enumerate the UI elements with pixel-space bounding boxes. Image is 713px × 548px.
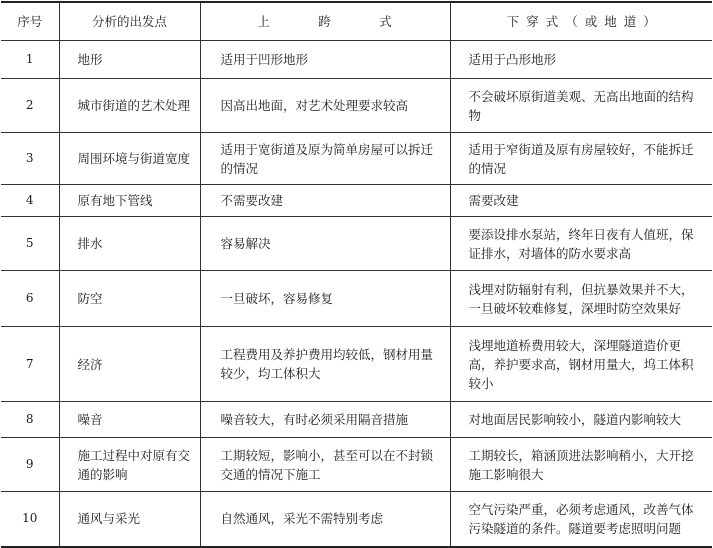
table-row bbox=[1, 41, 712, 79]
analysis-basis-cell: 防空 bbox=[59, 271, 200, 327]
overpass-cell: 适用于凹形地形 bbox=[200, 41, 450, 79]
row-number: 9 bbox=[1, 438, 59, 492]
row-number: 8 bbox=[1, 402, 59, 438]
underpass-cell: 适用于窄街道及原有房屋较好，不能拆迁的情况 bbox=[450, 133, 712, 185]
header-overpass: 上 跨 式 bbox=[200, 2, 450, 41]
table-row bbox=[1, 185, 712, 217]
table-body bbox=[1, 41, 712, 547]
table-row bbox=[1, 271, 712, 327]
underpass-cell: 浅埋对防辐射有利，但抗暴效果并不大，一旦破坏较难修复，深埋时防空效果好 bbox=[450, 271, 712, 327]
overpass-cell: 容易解决 bbox=[200, 217, 450, 271]
row-number: 2 bbox=[1, 79, 59, 133]
header-serial-number: 序号 bbox=[1, 2, 59, 41]
overpass-cell: 自然通风，采光不需特别考虑 bbox=[200, 492, 450, 547]
row-number: 4 bbox=[1, 185, 59, 217]
header-analysis-basis: 分析的出发点 bbox=[59, 2, 200, 41]
analysis-basis-cell: 经济 bbox=[59, 327, 200, 402]
overpass-cell: 工程费用及养护费用均较低，钢材用量较少，均工体积大 bbox=[200, 327, 450, 402]
overpass-cell: 不需要改建 bbox=[200, 185, 450, 217]
underpass-cell: 空气污染严重，必须考虑通风，改善气体污染隧道的条件。隧道要考虑照明问题 bbox=[450, 492, 712, 547]
underpass-cell: 浅埋地道桥费用较大，深埋隧道造价更高，养护要求高，钢材用量大，坞工体积较小 bbox=[450, 327, 712, 402]
table-row bbox=[1, 438, 712, 492]
row-number: 10 bbox=[1, 492, 59, 547]
table-row bbox=[1, 217, 712, 271]
overpass-cell: 适用于宽街道及原为简单房屋可以拆迁的情况 bbox=[200, 133, 450, 185]
analysis-basis-cell: 通风与采光 bbox=[59, 492, 200, 547]
overpass-cell: 因高出地面，对艺术处理要求较高 bbox=[200, 79, 450, 133]
underpass-cell: 要添设排水泵站，终年日夜有人值班，保证排水，对墙体的防水要求高 bbox=[450, 217, 712, 271]
table-row bbox=[1, 79, 712, 133]
underpass-cell: 需要改建 bbox=[450, 185, 712, 217]
table-row bbox=[1, 402, 712, 438]
underpass-cell: 适用于凸形地形 bbox=[450, 41, 712, 79]
analysis-basis-cell: 噪音 bbox=[59, 402, 200, 438]
overpass-cell: 噪音较大，有时必须采用隔音措施 bbox=[200, 402, 450, 438]
row-number: 1 bbox=[1, 41, 59, 79]
overpass-cell: 一旦破坏，容易修复 bbox=[200, 271, 450, 327]
analysis-basis-cell: 周围环境与街道宽度 bbox=[59, 133, 200, 185]
table-row bbox=[1, 133, 712, 185]
analysis-basis-cell: 排水 bbox=[59, 217, 200, 271]
analysis-basis-cell: 地形 bbox=[59, 41, 200, 79]
analysis-basis-cell: 原有地下管线 bbox=[59, 185, 200, 217]
underpass-cell: 对地面居民影响较小，隧道内影响较大 bbox=[450, 402, 712, 438]
analysis-basis-cell: 施工过程中对原有交通的影响 bbox=[59, 438, 200, 492]
header-row bbox=[1, 2, 712, 41]
header-underpass: 下穿式（或地道） bbox=[450, 2, 712, 41]
table-row bbox=[1, 492, 712, 547]
table-header bbox=[1, 2, 712, 41]
row-number: 6 bbox=[1, 271, 59, 327]
underpass-cell: 不会破坏原街道美观、无高出地面的结构物 bbox=[450, 79, 712, 133]
row-number: 7 bbox=[1, 327, 59, 402]
underpass-cell: 工期较长，箱涵顶进法影响稍小，大开挖施工影响很大 bbox=[450, 438, 712, 492]
row-number: 3 bbox=[1, 133, 59, 185]
analysis-basis-cell: 城市街道的艺术处理 bbox=[59, 79, 200, 133]
table-row bbox=[1, 327, 712, 402]
row-number: 5 bbox=[1, 217, 59, 271]
overpass-cell: 工期较短，影响小，甚至可以在不封锁交通的情况下施工 bbox=[200, 438, 450, 492]
comparison-table bbox=[1, 1, 712, 548]
